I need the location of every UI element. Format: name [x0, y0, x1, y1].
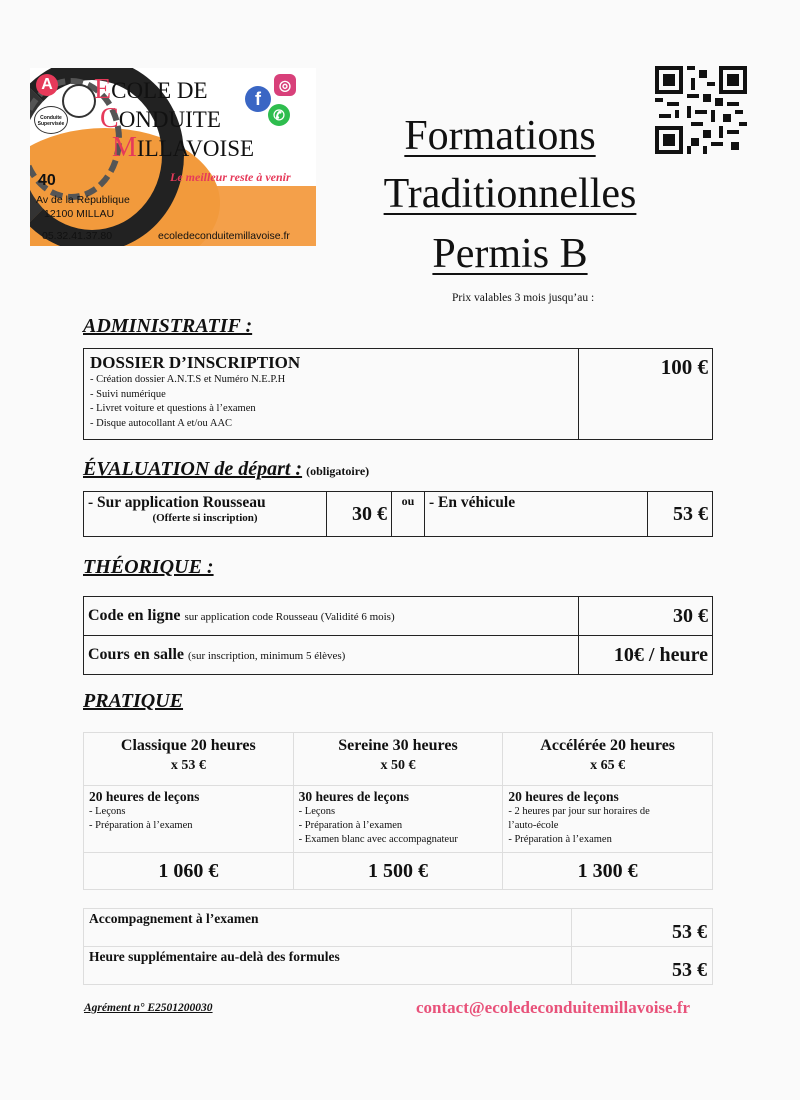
theory-table [83, 596, 713, 675]
validity-note: Prix valables 3 mois jusqu’au : [452, 292, 595, 304]
logo-tagline: Le meilleur reste à venir [170, 170, 291, 184]
extras-table [83, 908, 713, 985]
qr-code-icon [655, 66, 747, 154]
section-administratif: ADMINISTRATIF : [83, 315, 253, 337]
evaluation-option-vehicle: - En véhicule [425, 492, 648, 537]
admin-heading: DOSSIER D’INSCRIPTION [90, 353, 301, 372]
school-logo: A Conduite Supervisée ECOLE DE CONDUITE MILLAVOISE f ◎ ✆ Le meilleur reste à venir 40 Av de la République 12100 MILLAU 05.32.41.37.80 ecoledeconduitemillavoise.fr [30, 68, 316, 246]
evaluation-note: (obligatoire) [306, 464, 370, 478]
formula-details: 20 heures de leçons - 2 heures par jour sur horaires de l’auto-école - Préparation à l’examen [503, 786, 713, 853]
whatsapp-icon: ✆ [268, 104, 290, 126]
instagram-icon: ◎ [274, 74, 296, 96]
evaluation-option-vehicle-price: 53 € [648, 492, 713, 537]
admin-item: - Disque autocollant A et/ou AAC [90, 417, 233, 429]
formula-total: 1 060 € [84, 853, 294, 890]
extra-row [84, 909, 713, 947]
steering-face-icon [62, 84, 96, 118]
admin-table [83, 348, 713, 440]
agrement-number: Agrément n° E2501200030 [84, 1002, 213, 1014]
title-line-3: Permis B [432, 231, 588, 277]
theory-row [84, 597, 713, 636]
formula-total: 1 500 € [293, 853, 503, 890]
formula-details: 30 heures de leçons - Leçons - Préparation à l’examen - Examen blanc avec accompagnateur [293, 786, 503, 853]
extra-row [84, 947, 713, 985]
theory-price: 30 € [579, 597, 713, 636]
theory-note: sur application code Rousseau (Validité 6 mois) [184, 611, 395, 623]
formula-header: Sereine 30 heures x 50 € [293, 733, 503, 786]
admin-item: - Création dossier A.N.T.S et Numéro N.E.P.H [90, 374, 286, 385]
contact-email[interactable]: contact@ecoledeconduitemillavoise.fr [416, 998, 691, 1017]
evaluation-option-app: - Sur application Rousseau (Offerte si inscription) [84, 492, 327, 537]
evaluation-table [83, 491, 713, 537]
formula-header: Accélérée 20 heures x 65 € [503, 733, 713, 786]
formula-total: 1 300 € [503, 853, 713, 890]
school-name: ECOLE DE CONDUITE MILLAVOISE [94, 74, 255, 163]
supervised-driving-badge: Conduite Supervisée [34, 106, 68, 134]
practice-table [83, 732, 713, 890]
admin-item: - Suivi numérique [90, 388, 166, 400]
extra-label: Accompagnement à l’examen [84, 909, 572, 947]
formula-details: 20 heures de leçons - Leçons - Préparation à l’examen [84, 786, 294, 853]
facebook-icon: f [245, 86, 271, 112]
evaluation-or: ou [392, 492, 425, 537]
extra-price: 53 € [572, 947, 713, 985]
theory-price: 10€ / heure [579, 636, 713, 675]
theory-label: Code en ligne [88, 607, 181, 624]
section-theorique: THÉORIQUE : [83, 556, 214, 578]
admin-description [84, 349, 579, 440]
admin-item: - Livret voiture et questions à l’examen [90, 403, 256, 414]
theory-note: (sur inscription, minimum 5 élèves) [188, 650, 346, 662]
theory-label: Cours en salle [88, 646, 184, 663]
admin-price: 100 € [579, 349, 713, 440]
formula-header: Classique 20 heures x 53 € [84, 733, 294, 786]
learner-a-icon: A [36, 74, 58, 96]
evaluation-option-app-price: 30 € [327, 492, 392, 537]
title-line-1: Formations [404, 113, 596, 159]
theory-row [84, 636, 713, 675]
school-phone: 05.32.41.37.80 [42, 230, 113, 242]
evaluation-option-app-note: (Offerte si inscription) [152, 512, 258, 524]
section-evaluation: ÉVALUATION de départ : (obligatoire) [83, 458, 370, 480]
title-line-2: Traditionnelles [383, 171, 637, 217]
school-website: ecoledeconduitemillavoise.fr [158, 230, 290, 242]
extra-label: Heure supplémentaire au-delà des formules [84, 947, 572, 985]
extra-price: 53 € [572, 909, 713, 947]
section-pratique: PRATIQUE [83, 690, 184, 712]
